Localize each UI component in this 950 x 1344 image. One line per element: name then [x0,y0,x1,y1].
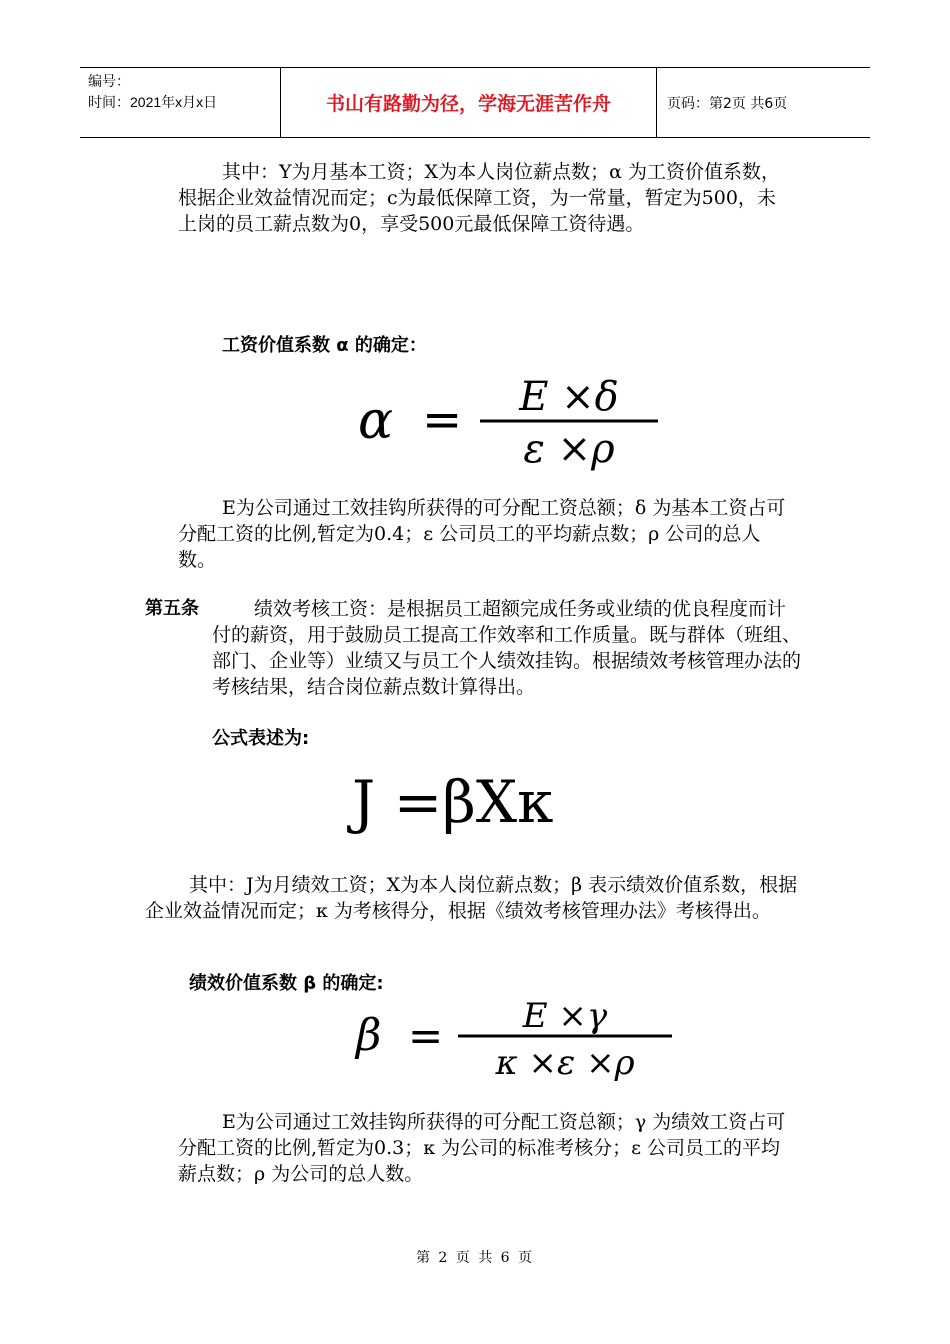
paragraph-beta-explain: E为公司通过工效挂钩所获得的可分配工资总额；γ 为绩效工资占可分配工资的比例,暂定为0.3；κ 为公司的标准考核分；ε 公司员工的平均薪点数；ρ 为公司的总人数。 [178,1111,786,1185]
formula-beta [350,998,690,1088]
formula-alpha-numerator: E ×δ [519,374,619,420]
paragraph-basic-salary: 其中：Y为月基本工资；X为本人岗位薪点数；α 为工资价值系数，根据企业效益情况而定；c为最低保障工资，为一常量，暂定为500，未上岗的员工薪点数为0，享受500元最低保障工资待遇。 [178,161,780,235]
formula-j-text: J =βXκ [352,768,554,836]
formula-alpha-denominator: ε ×ρ [523,426,615,472]
formula-beta-numerator: E ×γ [522,998,608,1036]
formula-alpha [350,372,680,472]
heading-alpha: 工资价值系数 α 的确定： [222,335,427,356]
page-footer: 第 2 页 共 6 页 [415,1250,535,1266]
formula-beta-eq: = [408,1011,444,1060]
article-five-text: 绩效考核工资：是根据员工超额完成任务或业绩的优良程度而计付的薪资，用于鼓励员工提高工作效率和工作质量。既与群体（班组、部门、企业等）业绩又与员工个人绩效挂钩。根据绩效考核管理办法的考核结果，结合岗位薪点数计算得出。 [212,598,802,698]
header-meta [80,68,280,137]
formula-intro: 公式表述为: [212,728,310,749]
formula-alpha-lhs: α [358,391,394,451]
article-label: 第五条 [145,598,199,619]
formula-alpha-eq: = [422,392,463,448]
formula-j [340,760,640,840]
header-table [80,67,870,138]
heading-beta: 绩效价值系数 β 的确定: [189,973,384,994]
header-page-info: 页码：第2页 共6页 [667,95,788,112]
serial-label: 编号： [88,73,130,89]
paragraph-alpha-explain: E为公司通过工效挂钩所获得的可分配工资总额；δ 为基本工资占可分配工资的比例,暂定为0.4；ε 公司员工的平均薪点数；ρ 公司的总人数。 [178,497,786,571]
time-label: 时间：2021年x月x日 [88,94,218,110]
paragraph-performance-explain: 其中：J为月绩效工资；X为本人岗位薪点数；β 表示绩效价值系数，根据企业效益情况而定；κ 为考核得分，根据《绩效考核管理办法》考核得出。 [145,874,798,922]
formula-beta-denominator: κ ×ε ×ρ [495,1043,635,1083]
header-motto: 书山有路勤为径，学海无涯苦作舟 [280,68,657,137]
formula-beta-lhs: β [356,1010,382,1061]
